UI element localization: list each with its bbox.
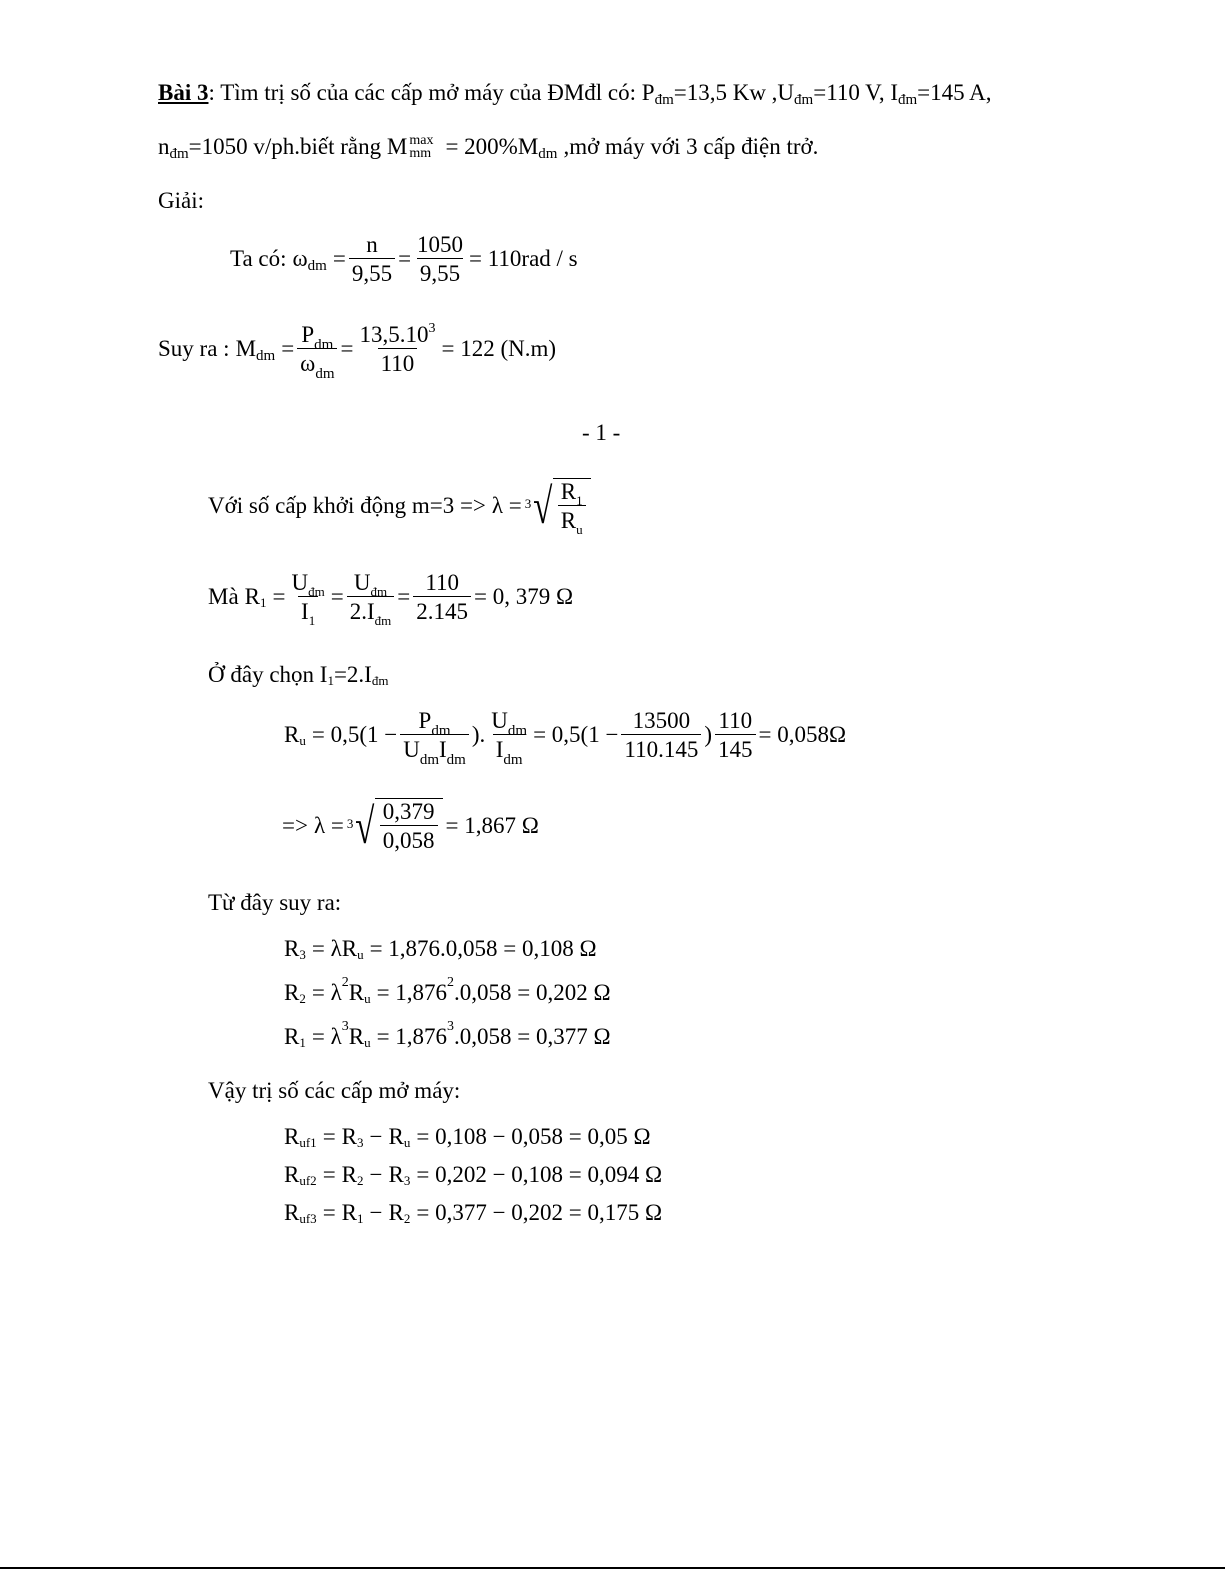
- solution-label: Giải:: [158, 188, 204, 213]
- fraction: $\frac{110}{2.145}$: [413, 570, 471, 625]
- page-number: - 1 -: [582, 420, 621, 445]
- fraction: $\frac{R_1}{R_u}$: [558, 479, 586, 534]
- lambda-definition: Với số cấp khởi động m=3 => λ = 3 √ $\frac{R_1}{R_u}$: [208, 478, 594, 534]
- fraction: $\frac{P_{dm}}{\omega_{dm}}$: [297, 322, 337, 377]
- fraction: $\frac{110}{145}$: [715, 708, 756, 763]
- derive-heading: Từ đây suy ra:: [208, 890, 342, 915]
- r1-equation: Mà R 1 = $\frac{U_{đm}}{I_1}$ = $\frac{U_{đm}}{2.I_{đm}}$ = $\frac{110}{2.145}$ = 0, 379 Ω: [208, 570, 574, 629]
- fraction: $\frac{U_{đm}}{I_1}$: [291, 570, 325, 629]
- choice-line: Ở đây chọn I 1 =2.I đm: [208, 662, 389, 688]
- omega-equation: Ta có: ω dm = $\frac{n}{9,55}$ = $\frac{1050}{9,55}$ = 110rad / s: [230, 232, 578, 287]
- problem-label: Bài 3: [158, 80, 209, 105]
- cube-root: 3 √ $\frac{R_1}{R_u}$: [525, 478, 591, 534]
- r3-line: R 3 = λR u = 1,876.0,058 = 0,108 Ω: [284, 936, 597, 962]
- r1-line: R 1 = λ 3 R u = 1,876 3 .0,058 = 0,377 Ω: [284, 1019, 611, 1050]
- fraction: $\frac{13,5.10^3}{110}$: [359, 321, 436, 377]
- fraction: $\frac{13500}{110.145}$: [621, 708, 701, 763]
- fraction: $\frac{U_{dm}}{I_{dm}}$: [491, 708, 528, 769]
- fraction: $\frac{1050}{9,55}$: [417, 232, 464, 287]
- fraction: $\frac{U_{đm}}{2.I_{đm}}$: [347, 570, 395, 625]
- lambda-value: => λ = 3 √ $\frac{0,379}{0,058}$ = 1,867 Ω: [282, 797, 539, 854]
- problem-line-1: Bài 3 : Tìm trị số của các cấp mở máy của ĐMđl có: P đm =13,5 Kw ,U đm =110 V, I đm =145 A,: [158, 80, 992, 108]
- ruf1-line: R uf1 = R 3 − R u = 0,108 − 0,058 = 0,05 Ω: [284, 1124, 651, 1150]
- bottom-border: [0, 1567, 1225, 1569]
- cube-root: 3 √ $\frac{0,379}{0,058}$: [347, 798, 443, 854]
- ru-equation: R u = 0,5(1 − $\frac{P_{dm}}{U_{dm}I_{dm}}$ ). $\frac{U_{dm}}{I_{dm}}$ = 0,5(1 − $\frac{13500}{110.145}$ ) $\frac{110}{145}$ = 0,058Ω: [284, 708, 847, 769]
- conclusion-heading: Vậy trị số các cấp mở máy:: [208, 1078, 461, 1103]
- problem-line-2: n đm =1050 v/ph.biết rằng M max mm = 200%M dm ,mở máy với 3 cấp điện trở.: [158, 133, 819, 162]
- m-sup-sub: max mm: [409, 133, 434, 162]
- problem-text: : Tìm trị số của các cấp mở máy của ĐMđl có: P: [208, 80, 655, 105]
- torque-equation: Suy ra : M dm = $\frac{P_{dm}}{\omega_{dm}}$ = $\frac{13,5.10^3}{110}$ = 122 (N.m): [158, 321, 557, 383]
- fraction: $\frac{0,379}{0,058}$: [380, 799, 438, 854]
- ruf3-line: R uf3 = R 1 − R 2 = 0,377 − 0,202 = 0,175 Ω: [284, 1200, 663, 1226]
- fraction: $\frac{n}{9,55}$: [349, 232, 395, 287]
- fraction: $\frac{P_{dm}}{U_{dm}I_{dm}}$: [400, 708, 469, 763]
- ruf2-line: R uf2 = R 2 − R 3 = 0,202 − 0,108 = 0,094 Ω: [284, 1162, 663, 1188]
- r2-line: R 2 = λ 2 R u = 1,876 2 .0,058 = 0,202 Ω: [284, 975, 611, 1006]
